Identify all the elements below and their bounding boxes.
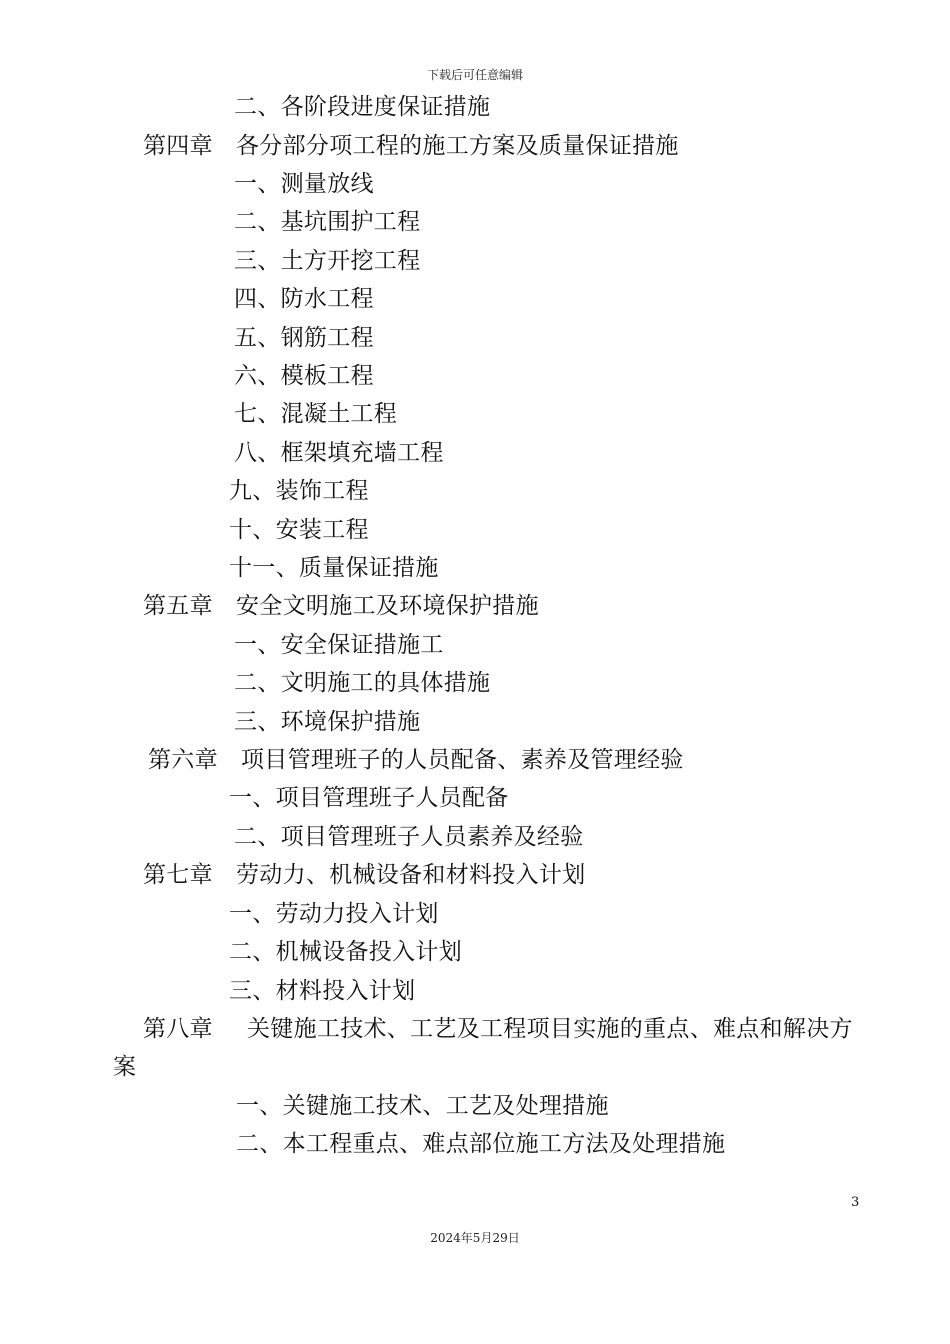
toc-entry: 二、本工程重点、难点部位施工方法及处理措施 [236,1131,726,1157]
toc-entry: 十一、质量保证措施 [229,555,439,581]
toc-entry: 二、基坑围护工程 [234,209,421,235]
toc-entry: 一、项目管理班子人员配备 [229,785,509,811]
chapter-number: 第五章 [143,593,213,619]
toc-entry: 二、文明施工的具体措施 [234,670,491,696]
page-footer-date: 2024年5月29日 [430,1231,520,1245]
chapter-title: 关键施工技术、工艺及工程项目实施的重点、难点和解决方 [247,1016,853,1042]
toc-chapter-5 [143,591,539,621]
toc-entry: 一、安全保证措施工 [234,632,444,658]
toc-entry: 八、框架填充墙工程 [234,440,444,466]
toc-entry: 五、钢筋工程 [234,325,374,351]
toc-entry: 六、模板工程 [234,363,374,389]
toc-chapter-8 [143,1014,853,1044]
chapter-title: 各分部分项工程的施工方案及质量保证措施 [236,133,679,159]
toc-entry: 一、关键施工技术、工艺及处理措施 [236,1093,609,1119]
chapter-title: 项目管理班子的人员配备、素养及管理经验 [241,747,684,773]
chapter-title: 劳动力、机械设备和材料投入计划 [236,862,586,888]
toc-entry: 三、材料投入计划 [229,978,416,1004]
toc-entry: 二、项目管理班子人员素养及经验 [234,824,584,850]
chapter-number: 第八章 [143,1016,213,1042]
page-header: 下载后可任意编辑 [426,68,523,82]
toc-entry: 三、土方开挖工程 [234,248,421,274]
toc-entry: 二、机械设备投入计划 [229,939,462,965]
toc-entry: 十、安装工程 [229,517,369,543]
chapter-number: 第四章 [143,133,213,159]
toc-chapter-7 [143,860,586,890]
toc-entry: 一、测量放线 [234,171,374,197]
toc-entry: 七、混凝土工程 [234,401,398,427]
chapter-title-continuation: 案 [113,1054,137,1080]
chapter-title: 安全文明施工及环境保护措施 [236,593,539,619]
page-number: 3 [851,1195,860,1210]
toc-chapter-4 [143,131,679,161]
toc-entry: 四、防水工程 [234,286,374,312]
chapter-number: 第七章 [143,862,213,888]
toc-entry: 三、环境保护措施 [234,709,421,735]
toc-entry: 九、装饰工程 [229,478,369,504]
toc-chapter-6 [148,745,684,775]
toc-entry: 二、各阶段进度保证措施 [234,94,491,120]
toc-entry: 一、劳动力投入计划 [229,901,439,927]
chapter-number: 第六章 [148,747,218,773]
